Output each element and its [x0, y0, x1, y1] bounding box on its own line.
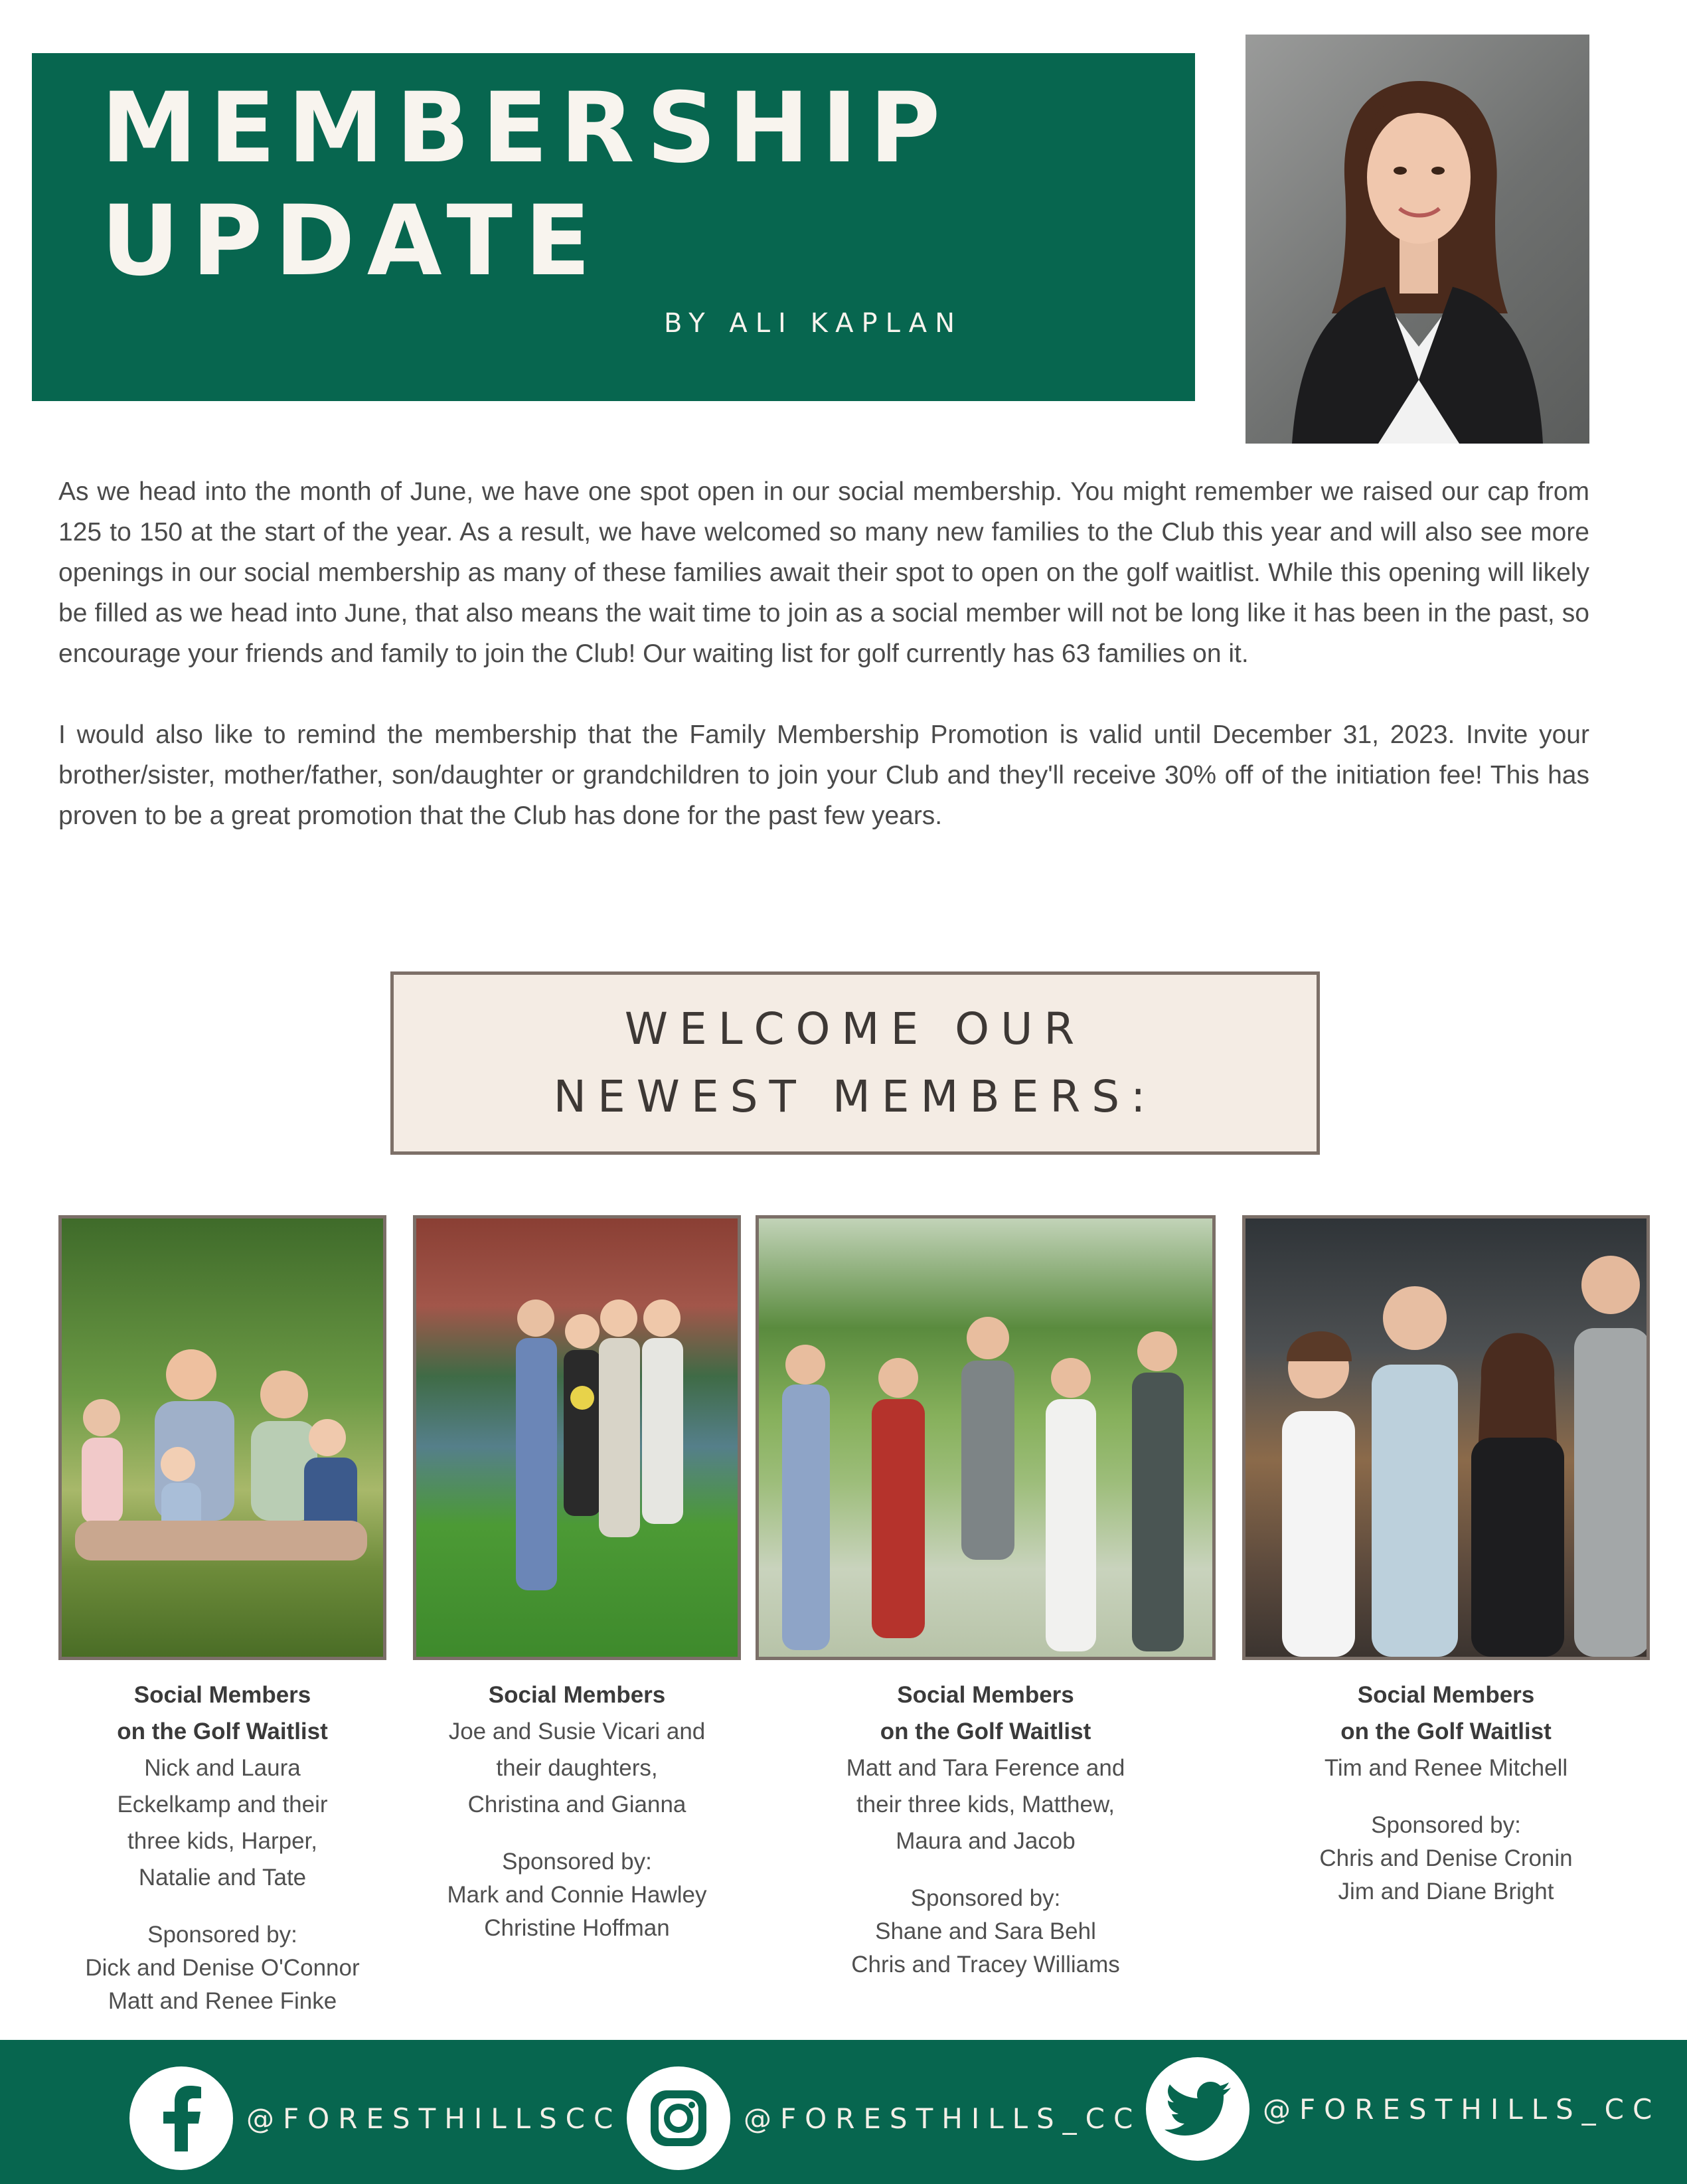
intro-paragraph-1: As we head into the month of June, we have one spot open in our social membership. You might remember we raised our cap from 125 to 150 at the start of the year. As a result, we have welcomed so many new families to the Club this year and will also see more openings in our social membership as many of these families await their spot to open on the golf waitlist. While this opening will likely be filled as we head into June, that also means the wait time to join as a social member will not be long like it has been in the past, so encourage your friends and family to join the Club! Our waiting list for golf currently has 63 families on it.	[58, 477, 1589, 668]
twitter-link[interactable]	[1146, 2057, 1660, 2161]
member-names-line: their daughters,	[496, 1755, 658, 1781]
instagram-icon[interactable]	[627, 2066, 730, 2170]
member-names-line: their three kids, Matthew,	[856, 1792, 1115, 1817]
caption-subheading: on the Golf Waitlist	[880, 1719, 1091, 1744]
facebook-link[interactable]	[129, 2066, 621, 2170]
member-names-line: Joe and Susie Vicari and	[448, 1719, 706, 1744]
member-names-line: Matt and Tara Ference and	[846, 1755, 1125, 1781]
sponsor-label: Sponsored by:	[502, 1849, 652, 1875]
sponsor-block	[1255, 1809, 1637, 1908]
page-title-line2: UPDATE	[101, 185, 603, 297]
caption-heading: Social Members	[1357, 1682, 1535, 1708]
sponsor-label: Sponsored by:	[1371, 1812, 1521, 1838]
sponsor-label: Sponsored by:	[147, 1922, 297, 1948]
sponsor-name: Matt and Renee Finke	[108, 1988, 337, 2014]
sponsor-name: Chris and Denise Cronin	[1319, 1845, 1573, 1871]
welcome-line-1: WELCOME OUR	[624, 1003, 1086, 1054]
sponsor-block	[775, 1882, 1196, 1981]
member-photo-ference	[756, 1215, 1216, 1660]
member-names-line: three kids, Harper,	[127, 1828, 317, 1854]
author-byline: BY ALI KAPLAN	[664, 308, 963, 339]
intro-text	[58, 471, 1589, 836]
instagram-handle[interactable]: @FORESTHILLS_CC	[744, 2102, 1142, 2135]
twitter-icon[interactable]	[1146, 2057, 1249, 2161]
facebook-icon[interactable]	[129, 2066, 233, 2170]
twitter-handle[interactable]: @FORESTHILLS_CC	[1263, 2092, 1661, 2126]
page-title-line1: MEMBERSHIP	[101, 72, 953, 185]
social-footer	[0, 2040, 1687, 2184]
sponsor-name: Dick and Denise O'Connor	[85, 1955, 360, 1981]
sponsor-block	[400, 1845, 754, 1945]
member-names-line: Christina and Gianna	[467, 1792, 686, 1817]
member-names-line: Natalie and Tate	[138, 1865, 307, 1890]
caption-heading: Social Members	[897, 1682, 1074, 1708]
caption-heading: Social Members	[488, 1682, 666, 1708]
member-photo-eckelkamp	[58, 1215, 386, 1660]
member-caption-1	[45, 1677, 400, 2018]
caption-subheading: on the Golf Waitlist	[1340, 1719, 1552, 1744]
member-photo-vicari	[413, 1215, 741, 1660]
member-names-line: Maura and Jacob	[896, 1828, 1076, 1854]
sponsor-name: Jim and Diane Bright	[1338, 1879, 1554, 1904]
welcome-line-2: NEWEST MEMBERS:	[553, 1071, 1157, 1122]
caption-subheading: on the Golf Waitlist	[117, 1719, 328, 1744]
author-portrait	[1245, 35, 1589, 444]
sponsor-name: Christine Hoffman	[484, 1915, 670, 1941]
member-names-line: Tim and Renee Mitchell	[1324, 1755, 1568, 1781]
sponsor-name: Chris and Tracey Williams	[851, 1952, 1120, 1977]
member-photo-mitchell	[1242, 1215, 1650, 1660]
member-names-line: Nick and Laura	[144, 1755, 301, 1781]
member-caption-2	[400, 1677, 754, 1945]
instagram-link[interactable]	[627, 2066, 1141, 2170]
sponsor-name: Shane and Sara Behl	[875, 1918, 1096, 1944]
sponsor-block	[45, 1918, 400, 2018]
facebook-handle[interactable]: @FORESTHILLSCC	[246, 2102, 622, 2135]
member-caption-4	[1255, 1677, 1637, 1908]
sponsor-label: Sponsored by:	[910, 1885, 1061, 1911]
welcome-banner	[390, 971, 1320, 1155]
member-names-line: Eckelkamp and their	[117, 1792, 328, 1817]
sponsor-name: Mark and Connie Hawley	[447, 1882, 707, 1908]
caption-heading: Social Members	[133, 1682, 311, 1708]
intro-paragraph-2: I would also like to remind the membership that the Family Membership Promotion is valid until December 31, 2023. Invite your brother/sister, mother/father, son/daughter or grandchildren to join your Club and they'll receive 30% off of the initiation fee! This has proven to be a great promotion that the Club has done for the past few years.	[58, 720, 1589, 830]
member-caption-3	[775, 1677, 1196, 1981]
